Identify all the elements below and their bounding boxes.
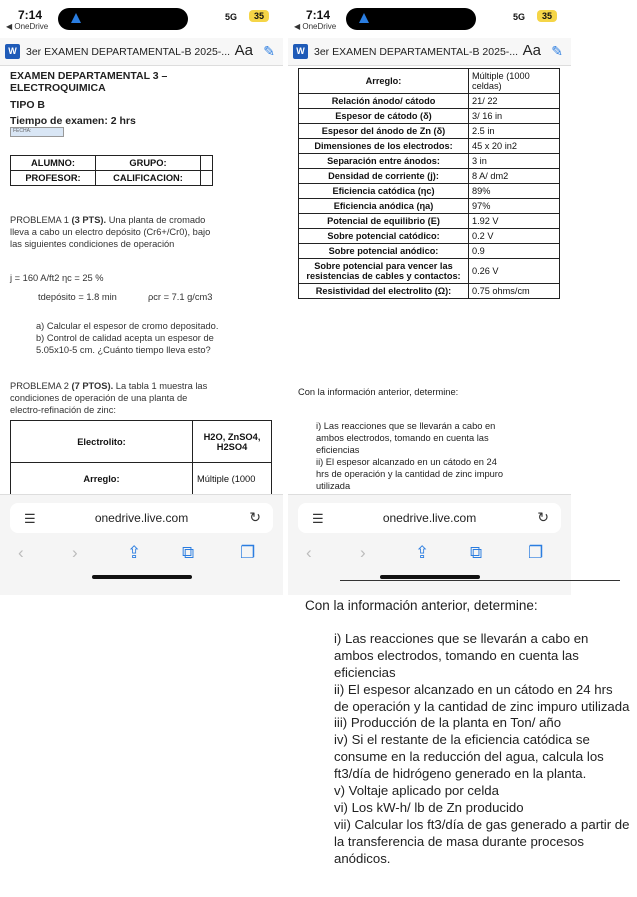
browser-toolbar [288, 543, 571, 569]
battery-badge: 35 [537, 10, 557, 22]
edit-pen-icon[interactable]: ✎ [263, 43, 275, 59]
tabs-icon[interactable]: ❐ [240, 543, 256, 562]
question-item: iii) Producción de la planta en Ton/ año [334, 715, 562, 731]
problem1-part-b2: 5.05x10-5 cm. ¿Cuánto tiempo lleva esto? [36, 345, 211, 355]
question1-line1: i) Las reacciones que se llevarán a cabo en [316, 421, 496, 431]
row-label: Relación ánodo/ cátodo [299, 94, 469, 109]
bookmarks-icon[interactable]: ⧉ [182, 543, 195, 562]
edit-pen-icon[interactable]: ✎ [551, 43, 563, 59]
home-indicator[interactable] [380, 575, 480, 579]
text-size-button[interactable]: Aa [522, 42, 541, 59]
zoom-divider [340, 580, 620, 581]
question2-line3: utilizada [316, 481, 351, 491]
forward-icon[interactable]: › [72, 543, 78, 562]
row-value: 89% [469, 184, 560, 199]
date-field[interactable]: FECHA: [10, 127, 64, 137]
status-bar [288, 0, 571, 36]
row-value: 2.5 in [469, 124, 560, 139]
exam-type: TIPO B [10, 99, 46, 111]
question-item: vii) Calcular los ft3/día de gas generado a partir de la transferencia de masa durante procesos anódicos. [334, 816, 630, 866]
table-row [299, 259, 560, 284]
text-size-button[interactable]: Aa [234, 42, 253, 59]
calificacion-label: CALIFICACION: [96, 171, 201, 186]
row-value: 21/ 22 [469, 94, 560, 109]
table-row [299, 199, 560, 214]
row-label: Eficiencia catódica (ηc) [299, 184, 469, 199]
document-page [288, 68, 571, 494]
row-value: 45 x 20 in2 [469, 139, 560, 154]
problem1-title: PROBLEMA 1 [10, 215, 69, 225]
word-logo-icon: W [293, 44, 308, 59]
question-item: iv) Si el restante de la eficiencia catódica se consume en la reducción del agua, calcula los ft3/día de hidrógeno generado en la planta. [334, 732, 604, 782]
row-label: Potencial de equilibrio (E) [299, 214, 469, 229]
status-time: 7:14 [18, 8, 43, 22]
row-value: Múltiple (1000 celdas) [469, 69, 560, 94]
problem1-part-a: a) Calcular el espesor de cromo depositado. [36, 321, 219, 331]
question1-line2: ambos electrodos, tomando en cuenta las [316, 433, 489, 443]
status-bar [0, 0, 283, 36]
document-toolbar [0, 38, 283, 66]
dynamic-island [58, 8, 188, 30]
conditions-table [10, 420, 272, 494]
page-menu-icon[interactable]: ☰ [24, 511, 36, 526]
row-value: 0.2 V [469, 229, 560, 244]
back-to-onedrive-link[interactable]: ◀ OneDrive [6, 22, 49, 31]
table-row [299, 139, 560, 154]
back-to-onedrive-link[interactable]: ◀ OneDrive [294, 22, 337, 31]
bookmarks-icon[interactable]: ⧉ [470, 543, 483, 562]
signal-indicator: 5G [224, 12, 237, 22]
exam-header-line1: EXAMEN DEPARTAMENTAL 3 – [10, 70, 168, 82]
table-row [299, 214, 560, 229]
row-label: Sobre potencial anódico: [299, 244, 469, 259]
row-label: Arreglo: [299, 69, 469, 94]
row-value: 0.26 V [469, 259, 560, 284]
question2-line1: ii) El espesor alcanzado en un cátodo en 24 [316, 457, 497, 467]
plant-conditions-table [298, 68, 560, 299]
row-label: Sobre potencial para vencer las resistencias de cables y contactos: [299, 259, 469, 284]
row-value: 97% [469, 199, 560, 214]
problem2-title: PROBLEMA 2 [10, 381, 69, 391]
question2-line2: hrs de operación y la cantidad de zinc impuro [316, 469, 504, 479]
problem2-points: (7 PTOS). [71, 381, 114, 391]
electrolyte-value: H2O, ZnSO4, H2SO4 [193, 421, 272, 463]
address-bar[interactable] [298, 503, 561, 533]
left-screenshot [0, 0, 283, 595]
tabs-icon[interactable]: ❐ [528, 543, 544, 562]
grupo-cell[interactable] [201, 156, 213, 171]
profesor-label: PROFESOR: [11, 171, 96, 186]
table-row [299, 284, 560, 299]
browser-bottom-bar [0, 494, 283, 595]
row-value: 0.75 ohms/cm [469, 284, 560, 299]
zoom-intro: Con la información anterior, determine: [305, 598, 538, 613]
problem2-text3: electro-refinación de zinc: [10, 405, 116, 415]
problem1-text2: lleva a cabo un electro depósito (Cr6+/Cr0), bajo [10, 227, 211, 237]
exam-header-line2: ELECTROQUIMICA [10, 82, 106, 94]
electrolyte-label: Electrolito: [11, 421, 193, 463]
problem1-text3: las siguientes condiciones de operación [10, 239, 175, 249]
table-row [299, 109, 560, 124]
grupo-label: GRUPO: [96, 156, 201, 171]
question-item: ii) El espesor alcanzado en un cátodo en 24 hrs de operación y la cantidad de zinc impuro utilizada [334, 681, 630, 714]
document-title[interactable]: 3er EXAMEN DEPARTAMENTAL-B 2025-... [26, 46, 231, 58]
row-label: Espesor de cátodo (δ) [299, 109, 469, 124]
navigation-arrow-icon [359, 13, 369, 23]
row-label: Separación entre ánodos: [299, 154, 469, 169]
zoom-question-list [334, 631, 630, 867]
status-time: 7:14 [306, 8, 331, 22]
dynamic-island [346, 8, 476, 30]
problem1-cond2: tdepósito = 1.8 min [38, 292, 117, 302]
problem2-text2: condiciones de operación de una planta de [10, 393, 188, 403]
student-info-grid [10, 155, 213, 186]
exam-time: Tiempo de examen: 2 hrs [10, 115, 136, 127]
table-row [299, 169, 560, 184]
row-value: 1.92 V [469, 214, 560, 229]
row-label: Espesor del ánodo de Zn (δ) [299, 124, 469, 139]
row-value: 3/ 16 in [469, 109, 560, 124]
page-menu-icon[interactable]: ☰ [312, 511, 324, 526]
problem1-line1 [10, 214, 205, 226]
document-toolbar [288, 38, 571, 66]
table-row [299, 184, 560, 199]
row-label: Sobre potencial catódico: [299, 229, 469, 244]
row-label: Resistividad del electrolito (Ω): [299, 284, 469, 299]
address-bar[interactable] [10, 503, 273, 533]
back-icon[interactable]: ‹ [18, 543, 24, 562]
question-item: vi) Los kW-h/ lb de Zn producido [334, 799, 524, 815]
table-row [299, 154, 560, 169]
determine-intro: Con la información anterior, determine: [298, 387, 459, 397]
table-row [299, 94, 560, 109]
back-icon[interactable]: ‹ [306, 543, 312, 562]
question-item: v) Voltaje aplicado por celda [334, 783, 499, 799]
table-row [299, 69, 560, 94]
question1-line3: eficiencias [316, 445, 360, 455]
share-icon[interactable]: ⇪ [415, 543, 430, 562]
problem1-part-b1: b) Control de calidad acepta un espesor de [36, 333, 214, 343]
question-item: i) Las reacciones que se llevarán a cabo en ambos electrodos, tomando en cuenta las eficiencias [334, 631, 589, 680]
problem1-cond1: j = 160 A/ft2 ηc = 25 % [10, 273, 104, 283]
battery-badge: 35 [249, 10, 269, 22]
url-text: onedrive.live.com [382, 511, 477, 525]
problem1-text1: Una planta de cromado [108, 215, 206, 225]
row-value: 0.9 [469, 244, 560, 259]
calificacion-cell[interactable] [201, 171, 213, 186]
table-row [299, 124, 560, 139]
url-text: onedrive.live.com [94, 511, 189, 525]
document-page [0, 68, 283, 494]
table-row [299, 229, 560, 244]
row-value: 8 A/ dm2 [469, 169, 560, 184]
signal-indicator: 5G [512, 12, 525, 22]
home-indicator[interactable] [92, 575, 192, 579]
problem2-line1 [10, 380, 207, 392]
right-screenshot [288, 0, 571, 595]
browser-toolbar [0, 543, 283, 569]
problem2-text1: La tabla 1 muestra las [115, 381, 208, 391]
reload-icon[interactable]: ↻ [249, 509, 261, 525]
row-value: 3 in [469, 154, 560, 169]
table-row [299, 244, 560, 259]
row-label: Eficiencia anódica (ηa) [299, 199, 469, 214]
navigation-arrow-icon [71, 13, 81, 23]
problem1-points: (3 PTS). [71, 215, 107, 225]
arrangement-value: Múltiple (1000 [193, 463, 272, 495]
row-label: Dimensiones de los electrodos: [299, 139, 469, 154]
reload-icon[interactable]: ↻ [537, 509, 549, 525]
alumno-label: ALUMNO: [11, 156, 96, 171]
arrangement-label: Arreglo: [11, 463, 193, 495]
share-icon[interactable]: ⇪ [127, 543, 142, 562]
row-label: Densidad de corriente (j): [299, 169, 469, 184]
problem1-cond3: ρcr = 7.1 g/cm3 [148, 292, 213, 302]
forward-icon[interactable]: › [360, 543, 366, 562]
document-title[interactable]: 3er EXAMEN DEPARTAMENTAL-B 2025-... [314, 46, 519, 58]
word-logo-icon: W [5, 44, 20, 59]
